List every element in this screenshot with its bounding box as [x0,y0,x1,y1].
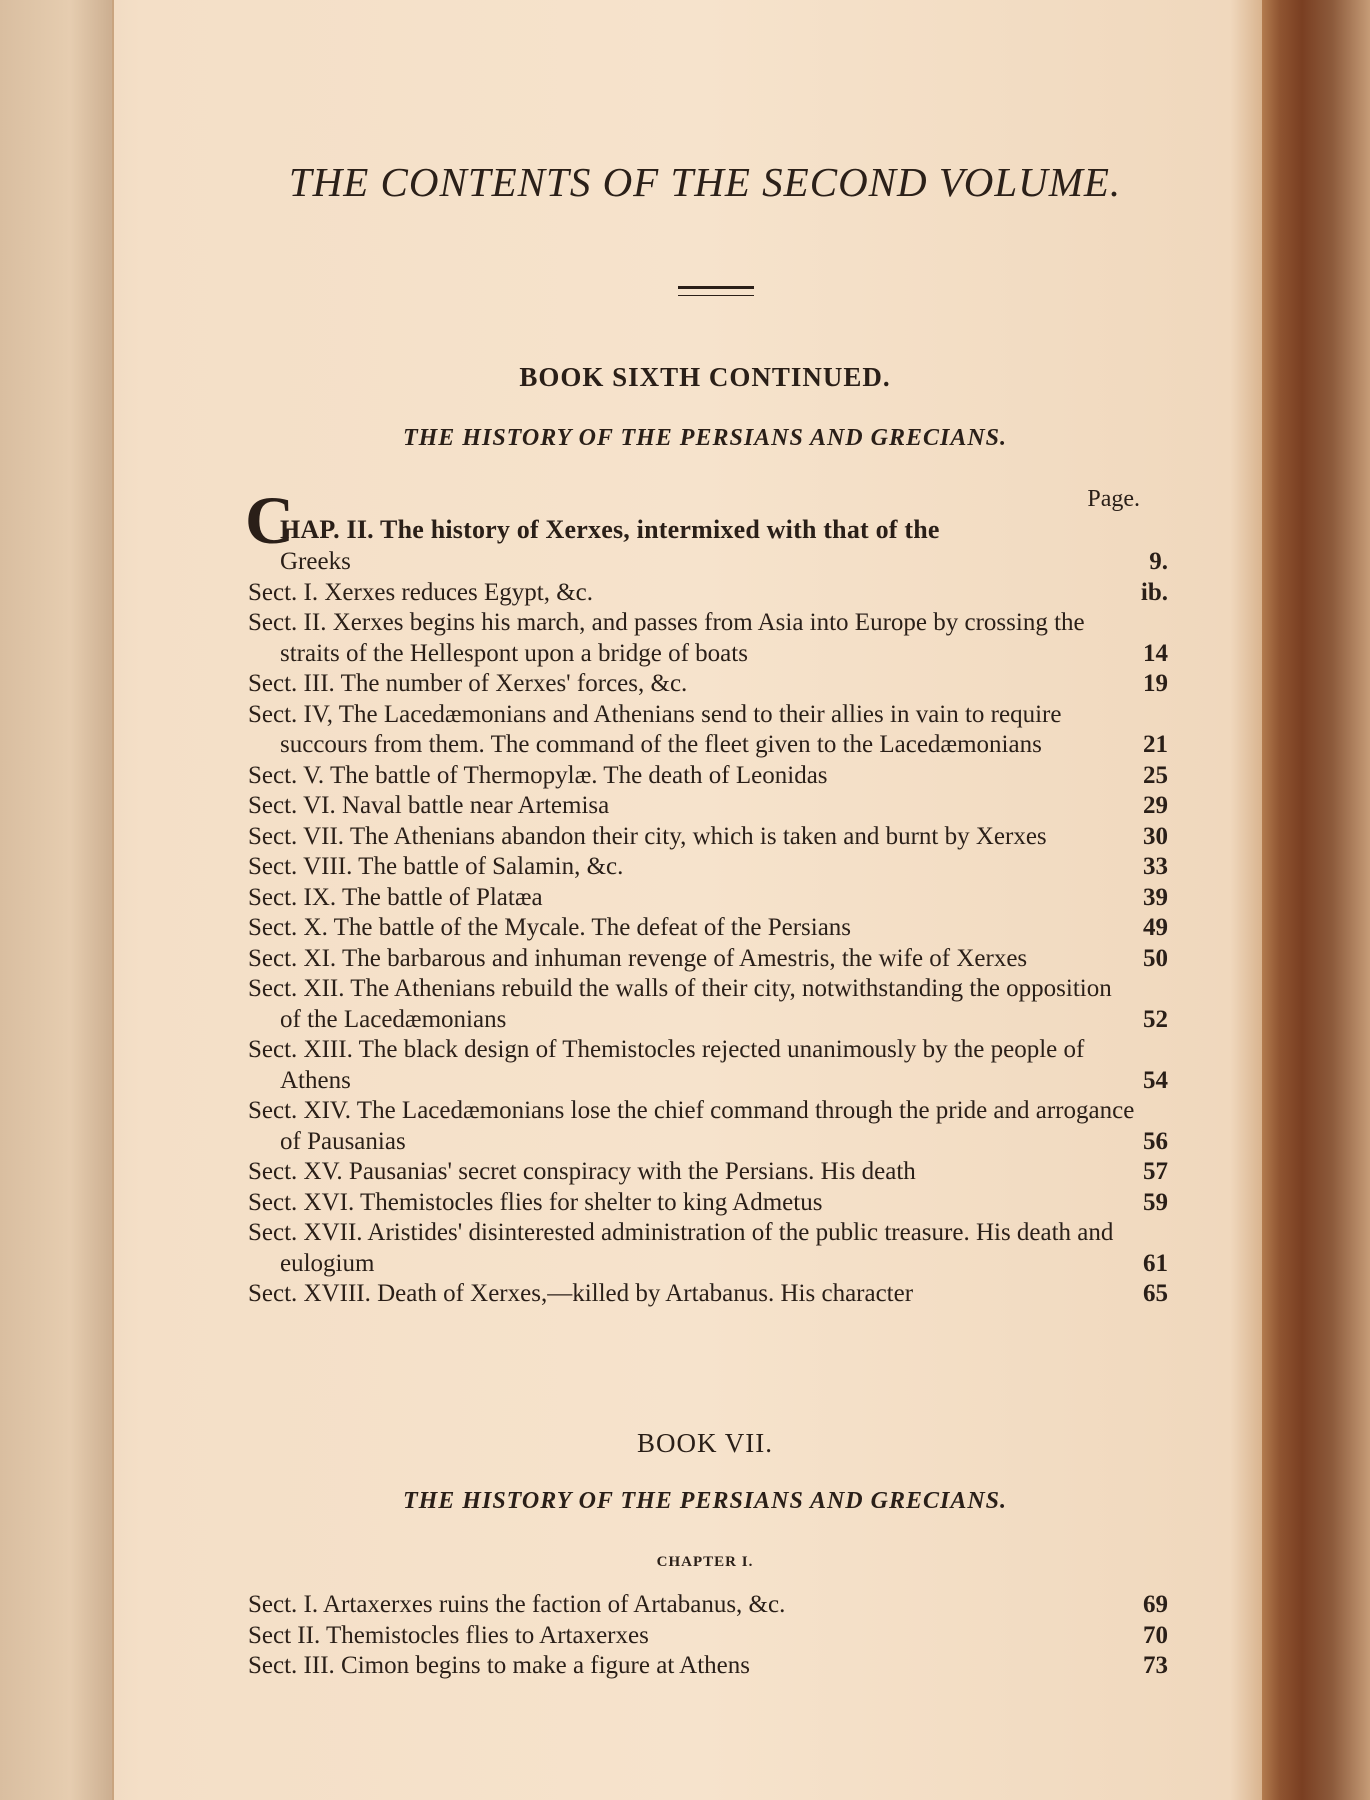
toc-entry-text: Sect. XVI. Themistocles flies for shelter to king Admetus [248,1188,823,1216]
toc-entry[interactable] [248,608,1168,669]
toc-entry[interactable] [248,852,1168,883]
toc-entry[interactable] [248,761,1168,792]
toc-entry[interactable] [248,700,1168,761]
book-spine-edge [1262,0,1370,1800]
toc-page-number: 50 [1143,944,1168,972]
toc-entry[interactable] [248,578,1168,609]
toc-page-number: 30 [1143,822,1168,850]
toc-entry-text: Sect. XIII. The black design of Themistocles rejected unanimously by the people of Athens [248,1036,1085,1094]
toc-entry-text: Sect. XVII. Aristides' disinterested administration of the public treasure. His death and eulogium [248,1219,1114,1277]
toc-page-number: ib. [1140,578,1168,606]
toc-entry[interactable] [248,1279,1168,1310]
toc-page-number: 73 [1143,1652,1168,1679]
page-title: THE CONTENTS OF THE SECOND VOLUME. [288,159,1122,205]
toc-entry-text: Greeks [280,548,351,575]
toc-page-number: 14 [1143,639,1168,667]
toc-entry-text: Sect. XIV. The Lacedæmonians lose the chief command through the pride and arrogance of Pausanias [248,1097,1135,1155]
toc-entry-text: Sect. III. Cimon begins to make a figure at Athens [248,1652,750,1679]
toc-entry[interactable] [248,822,1168,853]
toc-entry[interactable] [248,547,1168,578]
book6-subheading: THE HISTORY OF THE PERSIANS AND GRECIANS. [402,425,1008,451]
book6-toc [248,547,1168,1310]
toc-entry[interactable] [248,944,1168,975]
book7-subheading: THE HISTORY OF THE PERSIANS AND GRECIANS. [402,1488,1008,1514]
toc-entry[interactable] [248,1096,1168,1157]
toc-entry[interactable] [248,1651,1168,1682]
page-column-label: Page. [1087,486,1140,512]
toc-entry-text: Sect. VIII. The battle of Salamin, &c. [248,853,624,880]
toc-entry-text: Sect. XII. The Athenians rebuild the walls of their city, notwithstanding the opposition of the Lacedæmonians [248,975,1112,1033]
toc-page-number: 19 [1143,670,1168,697]
book7-toc [248,1590,1168,1682]
toc-page-number: 57 [1143,1158,1168,1185]
toc-entry[interactable] [248,1218,1168,1279]
ornamental-rule [678,286,754,296]
chapter-heading-line: HAP. II. The history of Xerxes, intermixed with that of the [280,515,940,544]
toc-entry[interactable] [248,791,1168,822]
toc-page-number: 9. [1149,548,1168,575]
toc-entry[interactable] [248,1035,1168,1096]
toc-page-number: 49 [1143,914,1168,941]
toc-entry-text: Sect. V. The battle of Thermopylæ. The death of Leonidas [248,761,828,789]
toc-entry[interactable] [248,974,1168,1035]
toc-page-number: 69 [1143,1591,1168,1618]
toc-page-number: 61 [1143,1249,1168,1277]
toc-page-number: 70 [1143,1621,1168,1649]
toc-page-number: 39 [1143,883,1168,911]
toc-page-number: 21 [1143,731,1168,758]
book6-heading: BOOK SIXTH CONTINUED. [519,362,891,392]
toc-entry-text: Sect. I. Artaxerxes ruins the faction of Artabanus, &c. [248,1591,786,1618]
toc-entry[interactable] [248,913,1168,944]
toc-entry[interactable] [248,669,1168,700]
toc-entry-text: Sect. VI. Naval battle near Artemisa [248,792,610,819]
toc-entry-text: Sect. I. Xerxes reduces Egypt, &c. [248,578,594,606]
toc-entry-text: Sect. VII. The Athenians abandon their city, which is taken and burnt by Xerxes [248,822,1047,850]
toc-entry-text: Sect. XVIII. Death of Xerxes,—killed by Artabanus. His character [248,1280,914,1307]
book7-heading: BOOK VII. [637,1428,773,1458]
toc-entry-text: Sect. II. Xerxes begins his march, and passes from Asia into Europe by crossing the straits of the Hellespont upon a bridge of boats [248,609,1085,667]
toc-page-number: 29 [1143,792,1168,819]
toc-page-number: 56 [1143,1127,1168,1155]
left-page-edge [0,0,114,1800]
toc-entry[interactable] [248,883,1168,914]
toc-page-number: 65 [1143,1280,1168,1307]
toc-page-number: 25 [1143,761,1168,789]
toc-entry[interactable] [248,1157,1168,1188]
toc-entry-text: Sect. IV, The Lacedæmonians and Athenians send to their allies in vain to require succours from them. The command of the fleet given to the Lacedæmonians [248,700,1062,758]
contents-page [230,0,1180,1800]
toc-page-number: 59 [1143,1188,1168,1216]
toc-entry[interactable] [248,1621,1168,1652]
toc-page-number: 33 [1143,853,1168,880]
drop-cap: C [245,482,295,558]
toc-entry[interactable] [248,1188,1168,1219]
toc-entry[interactable] [248,1590,1168,1621]
toc-entry-text: Sect. XI. The barbarous and inhuman revenge of Amestris, the wife of Xerxes [248,944,1028,972]
toc-entry-text: Sect. IX. The battle of Platæa [248,883,543,911]
toc-page-number: 54 [1143,1066,1168,1094]
toc-entry-text: Sect II. Themistocles flies to Artaxerxes [248,1621,649,1649]
toc-page-number: 52 [1143,1005,1168,1033]
toc-entry-text: Sect. III. The number of Xerxes' forces, &c. [248,670,688,697]
toc-entry-text: Sect. X. The battle of the Mycale. The defeat of the Persians [248,914,852,941]
chapter-label: CHAPTER I. [656,1554,754,1570]
toc-entry-text: Sect. XV. Pausanias' secret conspiracy with the Persians. His death [248,1158,916,1185]
